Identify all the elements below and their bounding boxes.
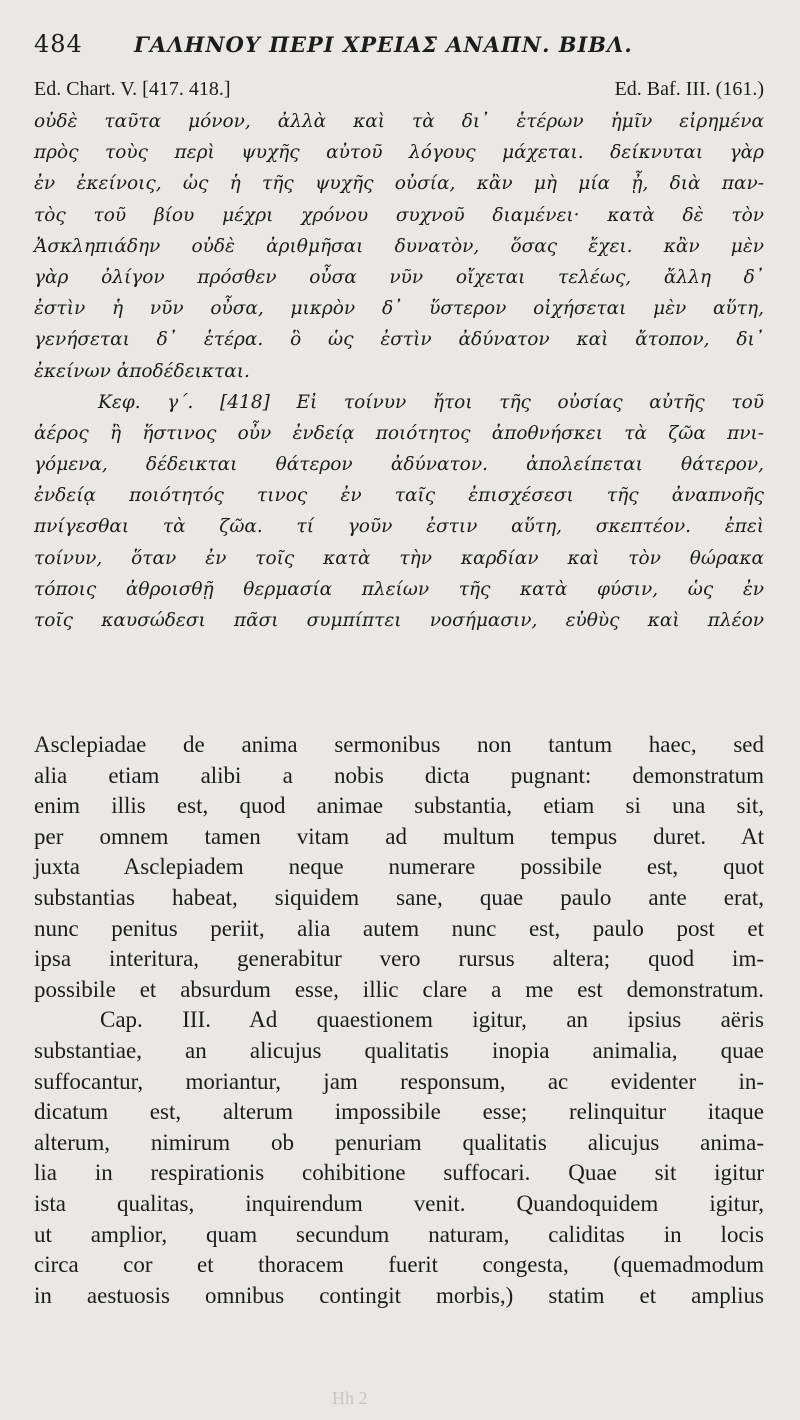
greek-line: τοίνυν, ὅταν ἐν τοῖς κατὰ τὴν καρδίαν καὶ τὸν θώρακα <box>34 547 764 569</box>
latin-line: substantiae, an alicujus qualitatis inopia animalia, quae <box>34 1037 764 1063</box>
greek-text-block <box>34 106 764 636</box>
latin-text-block <box>34 730 764 1311</box>
latin-line: in aestuosis omnibus contingit morbis,) statim et amplius <box>34 1282 764 1308</box>
edition-references <box>34 78 764 101</box>
latin-line: alia etiam alibi a nobis dicta pugnant: demonstratum <box>34 762 764 788</box>
greek-line: γὰρ ὀλίγον πρόσθεν οὖσα νῦν οἴχεται τελέως, ἄλλη δ᾽ <box>34 266 764 288</box>
greek-line: πνίγεσθαι τὰ ζῶα. τί γοῦν ἐστιν αὕτη, σκεπτέον. ἐπεὶ <box>34 516 764 538</box>
signature-mark: Hh 2 <box>332 1388 368 1408</box>
edition-right: Ed. Baf. III. (161.) <box>614 78 764 100</box>
running-head <box>34 30 764 62</box>
latin-chapter-heading-line: Cap. III. Ad quaestionem igitur, an ipsius aëris <box>100 1007 764 1033</box>
greek-line: γόμενα, δέδεικται θάτερον ἀδύνατον. ἀπολείπεται θάτερον, <box>34 454 764 476</box>
greek-line: γενήσεται δ᾽ ἑτέρα. ὃ ὡς ἐστὶν ἀδύνατον καὶ ἄτοπον, δι᾽ <box>34 329 764 351</box>
greek-line: τόποις ἀθροισθῇ θερμασία πλείων τῆς κατὰ φύσιν, ὡς ἐν <box>34 578 764 600</box>
greek-line: τοῖς καυσώδεσι πᾶσι συμπίπτει νοσήμασιν, εὐθὺς καὶ πλέον <box>34 610 764 631</box>
greek-line: τὸς τοῦ βίου μέχρι χρόνου συχνοῦ διαμένει· κατὰ δὲ τὸν <box>34 204 764 226</box>
latin-line: possibile et absurdum esse, illic clare a me est demonstratum. <box>34 976 764 1002</box>
latin-line: enim illis est, quod animae substantia, etiam si una sit, <box>34 793 764 819</box>
latin-line: dicatum est, alterum impossibile esse; relinquitur itaque <box>34 1099 764 1125</box>
latin-line: nunc penitus periit, alia autem nunc est, paulo post et <box>34 915 764 941</box>
edition-left: Ed. Chart. V. [417. 418.] <box>34 78 231 100</box>
greek-line: Ἀσκληπιάδην οὐδὲ ἀριθμῆσαι δυνατὸν, ὅσας ἔχει. κἂν μὲν <box>34 235 764 257</box>
latin-line: Asclepiadae de anima sermonibus non tantum haec, sed <box>34 732 764 757</box>
greek-line: ἀέρος ἢ ἥστινος οὖν ἐνδείᾳ ποιότητος ἀποθνήσκει τὰ ζῶα πνι- <box>34 422 764 444</box>
greek-line: ἐστὶν ἡ νῦν οὖσα, μικρὸν δ᾽ ὕστερον οἰχήσεται μὲν αὕτη, <box>34 298 764 320</box>
latin-line: ista qualitas, inquirendum venit. Quandoquidem igitur, <box>34 1190 764 1216</box>
greek-line: οὐδὲ ταῦτα μόνον, ἀλλὰ καὶ τὰ δι᾽ ἑτέρων ἡμῖν εἰρημένα <box>34 111 764 132</box>
latin-line: alterum, nimirum ob penuriam qualitatis alicujus anima- <box>34 1129 764 1155</box>
latin-line: substantias habeat, siquidem sane, quae paulo ante erat, <box>34 884 764 910</box>
greek-line: ἐκείνων ἀποδέδεικται. <box>34 360 250 382</box>
greek-line: ἐνδείᾳ ποιότητός τινος ἐν ταῖς ἐπισχέσεσι τῆς ἀναπνοῆς <box>34 485 764 507</box>
page-number: 484 <box>34 30 83 58</box>
latin-line: ut amplior, quam secundum naturam, caliditas in locis <box>34 1221 764 1247</box>
latin-line: ipsa interitura, generabitur vero rursus altera; quod im- <box>34 946 764 972</box>
latin-line: lia in respirationis cohibitione suffocari. Quae sit igitur <box>34 1160 764 1186</box>
greek-line: πρὸς τοὺς περὶ ψυχῆς αὐτοῦ λόγους μάχεται. δείκνυται γὰρ <box>34 142 764 164</box>
latin-line: suffocantur, moriantur, jam responsum, ac evidenter in- <box>34 1068 764 1094</box>
latin-line: circa cor et thoracem fuerit congesta, (quemadmodum <box>34 1252 764 1278</box>
running-title: ΓΑΛΗΝΟΥ ΠΕΡΙ ΧΡΕΙΑΣ ΑΝΑΠΝ. ΒΙΒΛ. <box>134 32 633 57</box>
greek-chapter-heading-line: Κεφ. γ΄. [418] Εἰ τοίνυν ἤτοι τῆς οὐσίας αὐτῆς τοῦ <box>98 391 764 413</box>
latin-line: per omnem tamen vitam ad multum tempus duret. At <box>34 823 764 849</box>
greek-line: ἐν ἐκείνοις, ὡς ἡ τῆς ψυχῆς οὐσία, κἂν μὴ μία ᾖ, διὰ παν- <box>34 173 764 195</box>
latin-line: juxta Asclepiadem neque numerare possibile est, quot <box>34 854 764 880</box>
